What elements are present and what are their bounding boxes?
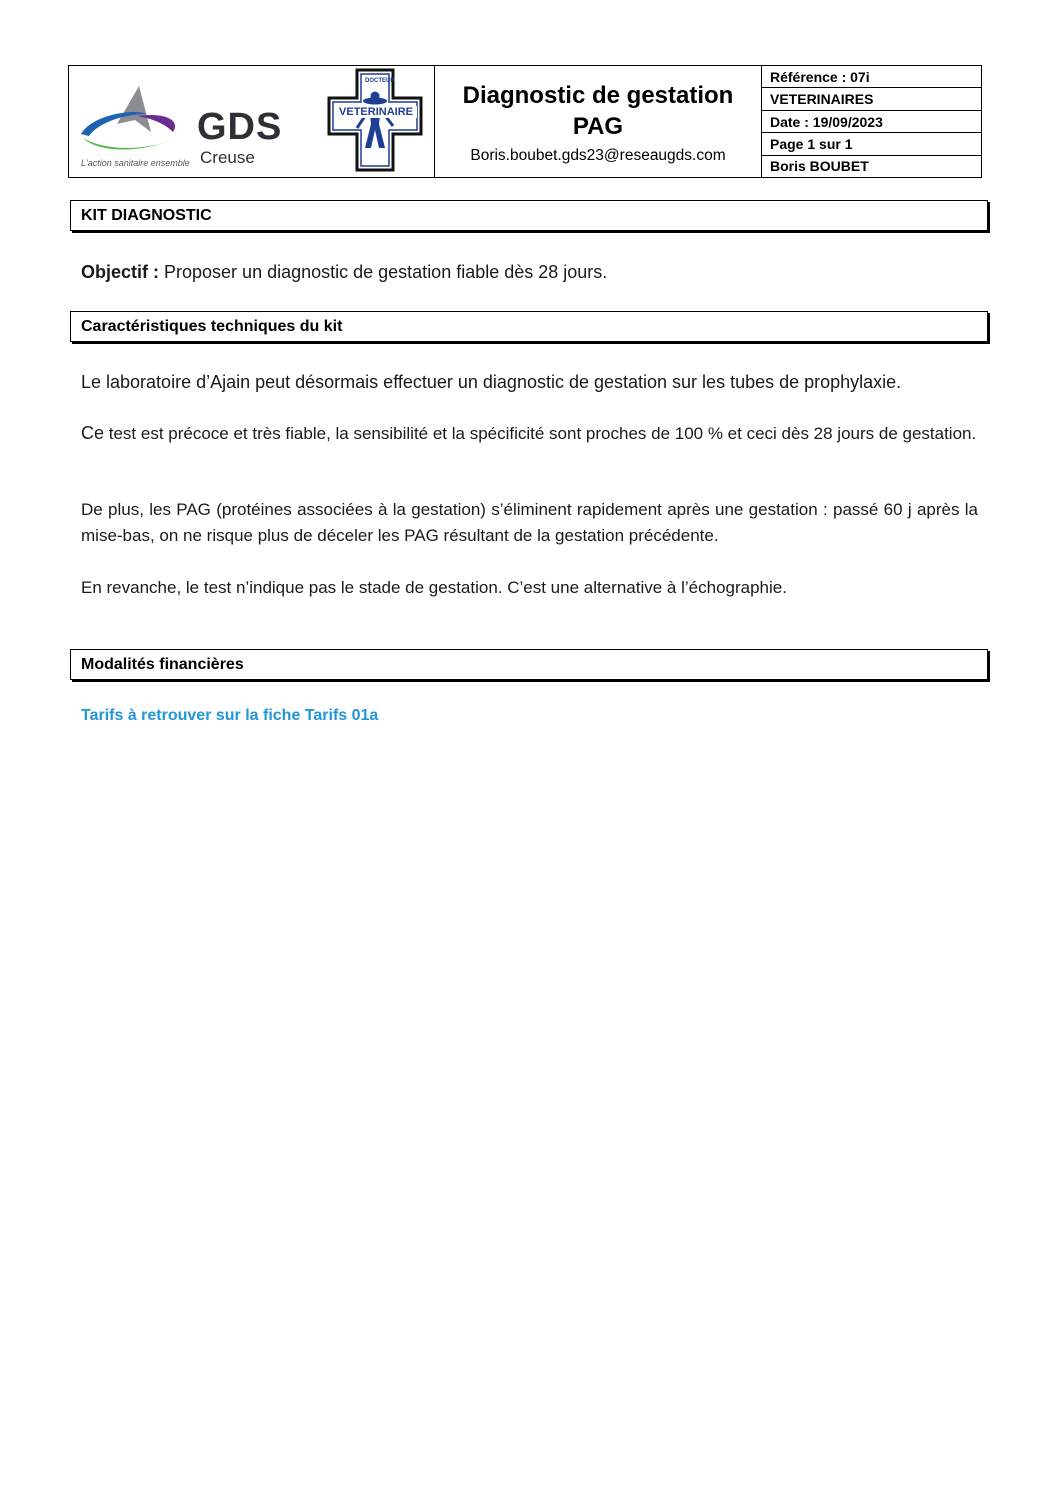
vet-logo-main-text: VETERINAIRE xyxy=(335,106,417,118)
veterinaire-logo xyxy=(327,68,423,172)
tarifs-link[interactable]: Tarifs à retrouver sur la fiche Tarifs 01a xyxy=(81,707,379,724)
paragraph-2-lead: Ce xyxy=(81,423,105,443)
meta-cell xyxy=(762,66,981,177)
gds-swoosh-icon xyxy=(77,80,197,160)
characteristics-paragraph-4: En revanche, le test n’indique pas le stade de gestation. C’est une alternative à l’échographie. xyxy=(81,578,787,597)
meta-author: Boris BOUBET xyxy=(770,158,869,175)
characteristics-paragraph-3: De plus, les PAG (protéines associées à la gestation) s’éliminent rapidement après une gestation : passé 60 j après la mise-bas, on ne risque plus de déceler les PAG résultant de la gestation précédente. xyxy=(81,500,978,545)
document-header xyxy=(68,65,982,178)
meta-page: Page 1 sur 1 xyxy=(762,133,981,155)
document-subtitle: PAG xyxy=(572,113,624,140)
section-heading-financial: Modalités financières xyxy=(70,649,988,680)
gds-brand: GDS xyxy=(197,106,283,148)
gds-logo xyxy=(77,80,299,170)
objective-text: Proposer un diagnostic de gestation fiable dès 28 jours. xyxy=(159,262,608,282)
objective-label: Objectif : xyxy=(81,262,160,282)
logo-cell xyxy=(69,66,435,177)
title-cell xyxy=(435,66,762,177)
meta-category: VETERINAIRES xyxy=(762,88,981,110)
objective-paragraph xyxy=(81,259,978,285)
meta-date: Date : 19/09/2023 xyxy=(762,111,981,133)
section-heading-kit: KIT DIAGNOSTIC xyxy=(70,200,988,231)
meta-reference: Référence : 07i xyxy=(762,66,981,88)
contact-email: Boris.boubet.gds23@reseaugds.com xyxy=(470,147,726,164)
gds-subtitle: Creuse xyxy=(200,148,255,167)
document-title: Diagnostic de gestation xyxy=(462,82,734,109)
characteristics-paragraph-2 xyxy=(81,420,978,447)
section-heading-characteristics: Caractéristiques techniques du kit xyxy=(70,311,988,342)
vet-logo-top-text: DOCTEUR xyxy=(365,78,395,84)
paragraph-2-rest: test est précoce et très fiable, la sensibilité et la spécificité sont proches de 100 % et ceci dès 28 jours de gestation. xyxy=(104,424,977,443)
gds-tagline: L'action sanitaire ensemble xyxy=(81,158,190,168)
characteristics-paragraph-1: Le laboratoire d’Ajain peut désormais effectuer un diagnostic de gestation sur les tubes de prophylaxie. xyxy=(81,372,902,392)
